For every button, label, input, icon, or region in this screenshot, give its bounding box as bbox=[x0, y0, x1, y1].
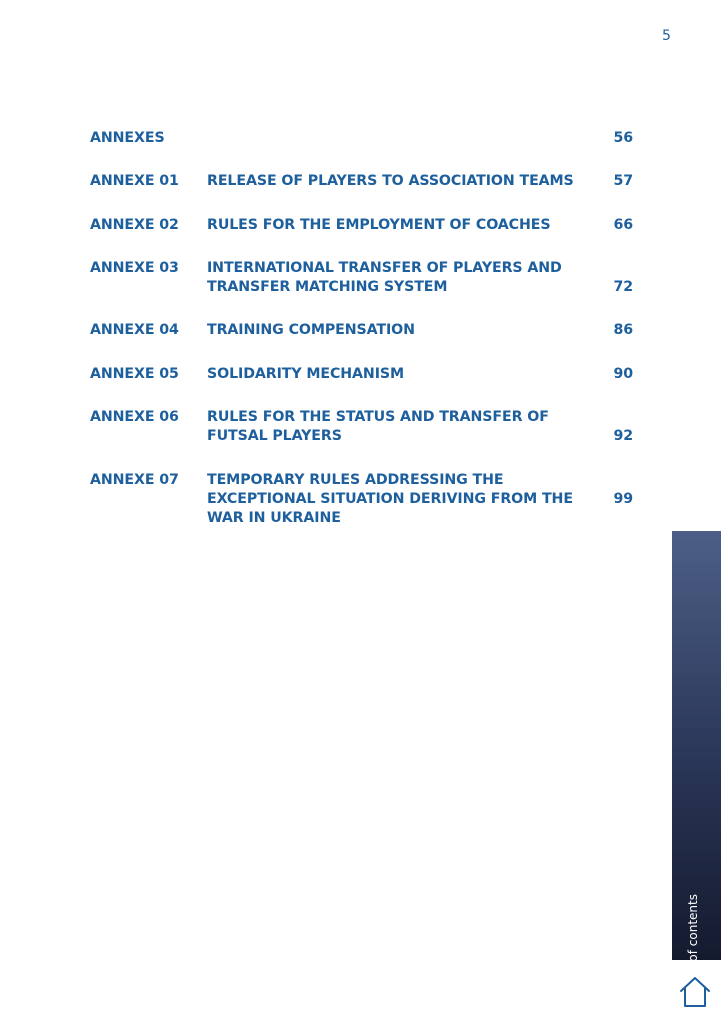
table-of-contents-tab[interactable] bbox=[672, 531, 721, 997]
toc-title: TEMPORARY RULES ADDRESSING THE EXCEPTIONAL SITUATION DERIVING FROM THE WAR IN UKRAINE bbox=[207, 472, 573, 526]
toc-label: ANNEXE 03 bbox=[90, 260, 179, 276]
toc-page-number: 99 bbox=[613, 491, 633, 507]
toc-page-number: 86 bbox=[613, 322, 633, 338]
toc-label: ANNEXE 06 bbox=[90, 409, 179, 425]
toc-label: ANNEXE 07 bbox=[90, 472, 179, 488]
home-icon bbox=[678, 975, 712, 1009]
toc-label: ANNEXE 01 bbox=[90, 173, 179, 189]
toc-label: ANNEXE 02 bbox=[90, 217, 179, 233]
toc-page-number: 72 bbox=[613, 279, 633, 295]
toc-page-number: 56 bbox=[613, 130, 633, 146]
toc-title: RELEASE OF PLAYERS TO ASSOCIATION TEAMS bbox=[207, 173, 574, 189]
toc-title: SOLIDARITY MECHANISM bbox=[207, 366, 405, 382]
toc-title: INTERNATIONAL TRANSFER OF PLAYERS AND TRANSFER MATCHING SYSTEM bbox=[207, 260, 562, 295]
side-tab-label: Table of contents bbox=[686, 894, 700, 997]
toc-label: ANNEXE 04 bbox=[90, 322, 179, 338]
toc-title: RULES FOR THE STATUS AND TRANSFER OF FUTSAL PLAYERS bbox=[207, 409, 549, 444]
toc-page-number: 66 bbox=[613, 217, 633, 233]
toc-label: ANNEXE 05 bbox=[90, 366, 179, 382]
page-number: 5 bbox=[662, 28, 671, 44]
toc-page-number: 57 bbox=[613, 173, 633, 189]
home-button[interactable] bbox=[678, 975, 712, 1009]
toc-page-number: 92 bbox=[613, 428, 633, 444]
toc-title: RULES FOR THE EMPLOYMENT OF COACHES bbox=[207, 217, 551, 233]
toc-page-number: 90 bbox=[613, 366, 633, 382]
toc-label: ANNEXES bbox=[90, 130, 165, 146]
toc-title: TRAINING COMPENSATION bbox=[207, 322, 415, 338]
